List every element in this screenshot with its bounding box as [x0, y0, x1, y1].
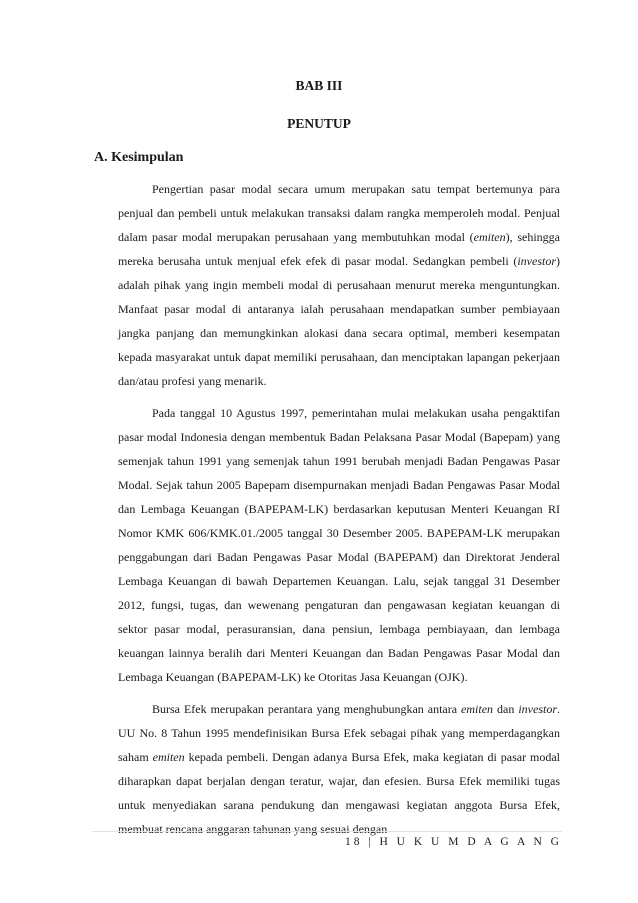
- italic-term: emiten: [461, 702, 494, 716]
- footer-divider: [92, 831, 562, 832]
- text-run: Pada tanggal 10 Agustus 1997, pemerintahan mulai melakukan usaha pengaktifan pasar modal Indonesia dengan membentuk Badan Pelaksana Pasar Modal (Bapepam) yang semenjak tahun 1991 yang semenjak tahun 1991 berubah menjadi Badan Pengawas Pasar Modal. Sejak tahun 2005 Bapepam disempurnakan menjadi Badan Pengawas Pasar Modal dan Lembaga Keuangan (BAPEPAM-LK) berdasarkan keputusan Menteri Keuangan RI Nomor KMK 606/KMK.01./2005 tanggal 30 Desember 2005. BAPEPAM-LK merupakan penggabungan dari Badan Pengawas Pasar Modal (BAPEPAM) dan Direktorat Jenderal Lembaga Keuangan di bawah Departemen Keuangan. Lalu, sejak tanggal 31 Desember 2012, fungsi, tugas, dan wewenang pengaturan dan pengawasan kegiatan keuangan di sektor pasar modal, perasuransian, dana pensiun, lembaga pembiayaan, dan lembaga keuangan lainnya beralih dari Menteri Keuangan dan Badan Pengawas Pasar Modal dan Lembaga Keuangan (BAPEPAM-LK) ke Otoritas Jasa Keuangan (OJK).: [118, 406, 560, 684]
- text-run: ), sehingga mereka berusaha untuk menjual efek efek di pasar modal. Sedangkan pembeli (: [118, 230, 560, 268]
- page-footer: 18 | H U K U M D A G A N G: [344, 836, 562, 848]
- paragraph-2: [118, 401, 560, 689]
- italic-term: investor: [517, 254, 556, 268]
- text-run: . UU No. 8 Tahun 1995 mendefinisikan Bursa Efek sebagai pihak yang memperdagangkan saham: [118, 702, 560, 764]
- text-run: kepada pembeli. Dengan adanya Bursa Efek, maka kegiatan di pasar modal diharapkan dapat berjalan dengan teratur, wajar, dan efesien. Bursa Efek memiliki tugas untuk menyediakan sarana pendukung dan mengawasi kegiatan anggota Bursa Efek, membuat rencana anggaran tahunan yang sesuai dengan: [118, 750, 561, 836]
- text-run: ) adalah pihak yang ingin membeli modal di perusahaan menurut mereka menguntungkan. Manfaat pasar modal di antaranya ialah perusahaan mendapatkan sumber pembiayaan jangka panjang dan memungkinkan alokasi dana secara optimal, memberi kesempatan kepada masyarakat untuk dapat memiliki perusahaan, dan menciptakan lapangan pekerjaan dan/atau profesi yang menarik.: [118, 254, 560, 388]
- paragraph-3: [118, 697, 560, 841]
- italic-term: investor: [518, 702, 557, 716]
- chapter-number: BAB III: [295, 78, 343, 93]
- text-run: dan: [493, 702, 519, 716]
- text-run: Bursa Efek merupakan perantara yang menghubungkan antara: [152, 702, 462, 716]
- italic-term: emiten: [152, 750, 185, 764]
- section-heading: A. Kesimpulan: [94, 150, 184, 165]
- body-text: [118, 177, 560, 841]
- chapter-title: PENUTUP: [287, 116, 351, 131]
- paragraph-1: [118, 177, 560, 393]
- italic-term: emiten: [473, 230, 506, 244]
- text-run: Pengertian pasar modal secara umum merupakan satu tempat bertemunya para penjual dan pembeli untuk melakukan transaksi dalam rangka memperoleh modal. Penjual dalam pasar modal merupakan perusahaan yang membutuhkan modal (: [118, 182, 560, 244]
